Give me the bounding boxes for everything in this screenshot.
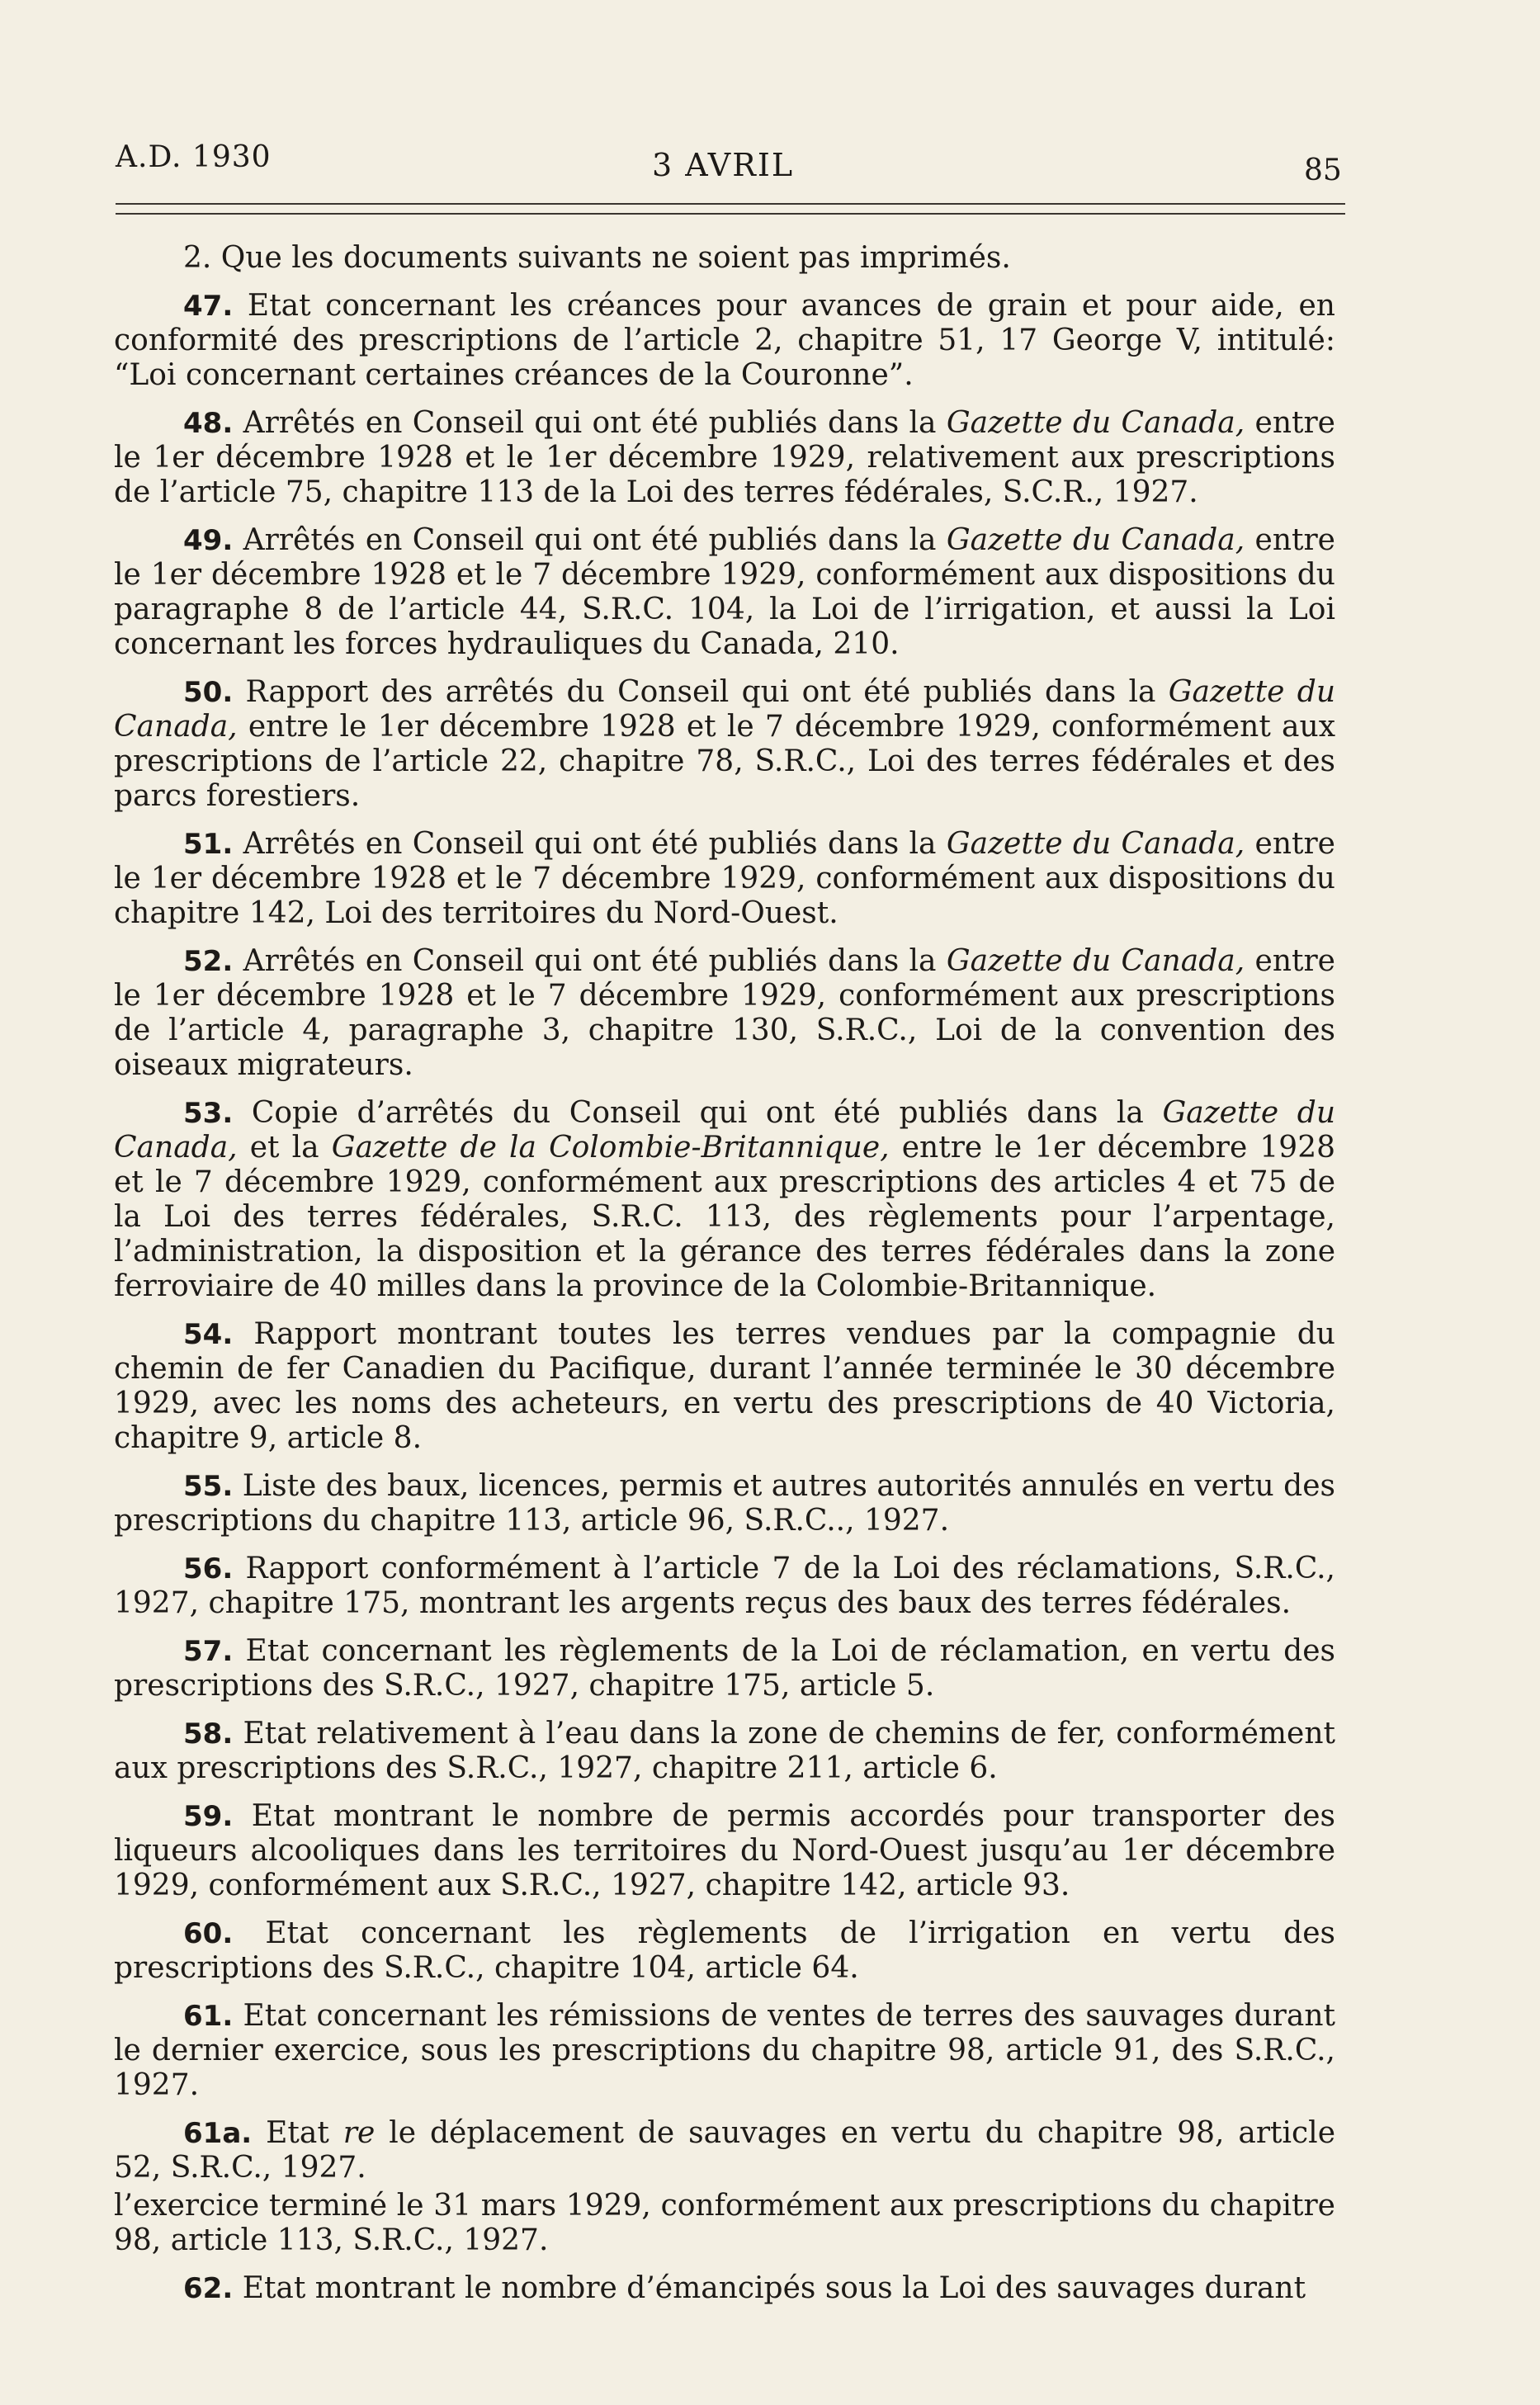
item-number: 60.	[183, 1917, 234, 1950]
item-text: le déplacement de sauvages en vertu du chapitre 98, article 52, S.R.C., 1927.	[114, 2116, 1335, 2185]
intro-paragraph: 2. Que les documents suivants ne soient pas imprimés.	[183, 241, 1011, 275]
item-italic: Gazette du Canada,	[946, 406, 1245, 440]
item-text: entre le 1er décembre 1928 et le 7 décembre 1929, conformément aux prescriptions de l’article 4, paragraphe 3, chapitre 130, S.R.C., Loi de la convention des oiseaux migrateurs.	[114, 944, 1335, 1082]
item-italic: Gazette du Canada,	[946, 827, 1245, 861]
item-number: 59.	[183, 1800, 234, 1833]
header-date: 3 AVRIL	[652, 147, 795, 183]
item-number: 47.	[183, 290, 234, 323]
item-text: Arrêtés en Conseil qui ont été publiés dans la	[243, 944, 947, 978]
page-number: 85	[1304, 154, 1342, 187]
continuation-text: l’exercice terminé le 31 mars 1929, conformément aux prescriptions du chapitre 98, article 113, S.R.C., 1927.	[114, 2189, 1335, 2257]
item-number: 62.	[183, 2272, 234, 2305]
item-56	[114, 1552, 1335, 1621]
item-text: Rapport montrant toutes les terres vendues par la compagnie du chemin de fer Canadien du Pacifique, durant l’année terminée le 30 décembre 1929, avec les noms des acheteurs, en vertu des prescriptions de 40 Victoria, chapitre 9, article 8.	[114, 1317, 1335, 1455]
item-italic: Gazette de la Colombie-Britannique,	[331, 1131, 890, 1165]
item-text: entre le 1er décembre 1928 et le 1er décembre 1929, relativement aux prescriptions de l’article 75, chapitre 113 de la Loi des terres fédérales, S.C.R., 1927.	[114, 406, 1335, 509]
item-59	[114, 1799, 1335, 1903]
item-text: Rapport conformément à l’article 7 de la Loi des réclamations, S.R.C., 1927, chapitre 175, montrant les argents reçus des baux des terres fédérales.	[114, 1552, 1335, 1620]
item-50	[114, 675, 1335, 814]
item-51	[114, 827, 1335, 931]
item-text: Etat concernant les rémissions de ventes de terres des sauvages durant le dernier exercice, sous les prescriptions du chapitre 98, article 91, des S.R.C., 1927.	[114, 1999, 1335, 2102]
page-header	[116, 130, 1345, 196]
item-text: et la	[237, 1131, 332, 1165]
item-54	[114, 1317, 1335, 1456]
item-57	[114, 1634, 1335, 1703]
item-number: 58.	[183, 1718, 234, 1751]
item-number: 50.	[183, 676, 234, 709]
item-text: Arrêtés en Conseil qui ont été publiés dans la	[243, 827, 947, 861]
item-49	[114, 523, 1335, 662]
item-47	[114, 289, 1335, 393]
item-text: Etat montrant le nombre de permis accordés pour transporter des liqueurs alcooliques dans les territoires du Nord-Ouest jusqu’au 1er décembre 1929, conformément aux S.R.C., 1927, chapitre 142, article 93.	[114, 1799, 1335, 1902]
item-number: 54.	[183, 1318, 234, 1351]
item-text: entre le 1er décembre 1928 et le 7 décembre 1929, conformément aux prescriptions de l’article 22, chapitre 78, S.R.C., Loi des terres fédérales et des parcs forestiers.	[114, 710, 1335, 813]
item-text: Etat montrant le nombre d’émancipés sous la Loi des sauvages durant	[242, 2271, 1306, 2305]
item-number: 49.	[183, 524, 234, 557]
item-52	[114, 944, 1335, 1083]
item-number: 55.	[183, 1470, 234, 1503]
item-italic: Gazette du Canada,	[946, 944, 1245, 978]
header-year: A.D. 1930	[116, 140, 272, 174]
item-number: 61.	[183, 2000, 234, 2033]
item-60	[114, 1916, 1335, 1986]
item-text: Liste des baux, licences, permis et autres autorités annulés en vertu des prescriptions du chapitre 113, article 96, S.R.C.., 1927.	[114, 1469, 1336, 1538]
item-text: entre le 1er décembre 1928 et le 7 décembre 1929, conformément aux dispositions du chapitre 142, Loi des territoires du Nord-Ouest.	[114, 827, 1335, 930]
item-text: Etat concernant les règlements de la Loi de réclamation, en vertu des prescriptions des S.R.C., 1927, chapitre 175, article 5.	[114, 1634, 1335, 1703]
item-italic: Gazette du Canada,	[114, 1096, 1336, 1165]
item-text: Etat concernant les règlements de l’irrigation en vertu des prescriptions des S.R.C., chapitre 104, article 64.	[114, 1916, 1335, 1985]
header-rule-bottom	[116, 213, 1345, 215]
item-number: 51.	[183, 828, 234, 861]
item-number: 48.	[183, 407, 234, 440]
item-text: Copie d’arrêtés du Conseil qui ont été publiés dans la	[251, 1096, 1163, 1130]
item-text: entre le 1er décembre 1928 et le 7 décembre 1929, conformément aux prescriptions des articles 4 et 75 de la Loi des terres fédérales, S.R.C. 113, des règlements pour l’arpentage, l’administration, la disposition et la gérance des terres fédérales dans la zone ferroviaire de 40 milles dans la province de la Colombie-Britannique.	[114, 1131, 1336, 1303]
document-body	[114, 241, 1335, 2306]
item-italic: Gazette du Canada,	[946, 523, 1245, 557]
item-62	[114, 2271, 1335, 2306]
item-61	[114, 1999, 1335, 2103]
item-53	[114, 1096, 1335, 1304]
item-61a	[114, 2116, 1335, 2185]
header-rule-top	[116, 203, 1345, 205]
item-italic: re	[342, 2116, 376, 2150]
item-55	[114, 1469, 1335, 1538]
item-text: Etat	[266, 2116, 343, 2150]
item-48	[114, 406, 1335, 510]
item-text: Etat concernant les créances pour avances de grain et pour aide, en conformité des prescriptions de l’article 2, chapitre 51, 17 George V, intitulé: “Loi concernant certaines créances de la Couronne”.	[114, 289, 1335, 392]
item-italic: Gazette du Canada,	[114, 675, 1336, 744]
item-number: 57.	[183, 1635, 234, 1668]
item-number: 56.	[183, 1552, 234, 1585]
item-text: Rapport des arrêtés du Conseil qui ont été publiés dans la	[245, 675, 1169, 709]
item-text: entre le 1er décembre 1928 et le 7 décembre 1929, conformément aux dispositions du paragraphe 8 de l’article 44, S.R.C. 104, la Loi de l’irrigation, et aussi la Loi concernant les forces hydrauliques du Canada, 210.	[114, 523, 1335, 661]
item-number: 52.	[183, 945, 234, 978]
item-number: 61a.	[183, 2117, 253, 2150]
item-58	[114, 1717, 1335, 1786]
item-text: Etat relativement à l’eau dans la zone de chemins de fer, conformément aux prescriptions des S.R.C., 1927, chapitre 211, article 6.	[114, 1717, 1335, 1785]
item-number: 53.	[183, 1097, 234, 1130]
item-text: Arrêtés en Conseil qui ont été publiés dans la	[243, 406, 947, 440]
item-text: Arrêtés en Conseil qui ont été publiés dans la	[243, 523, 947, 557]
